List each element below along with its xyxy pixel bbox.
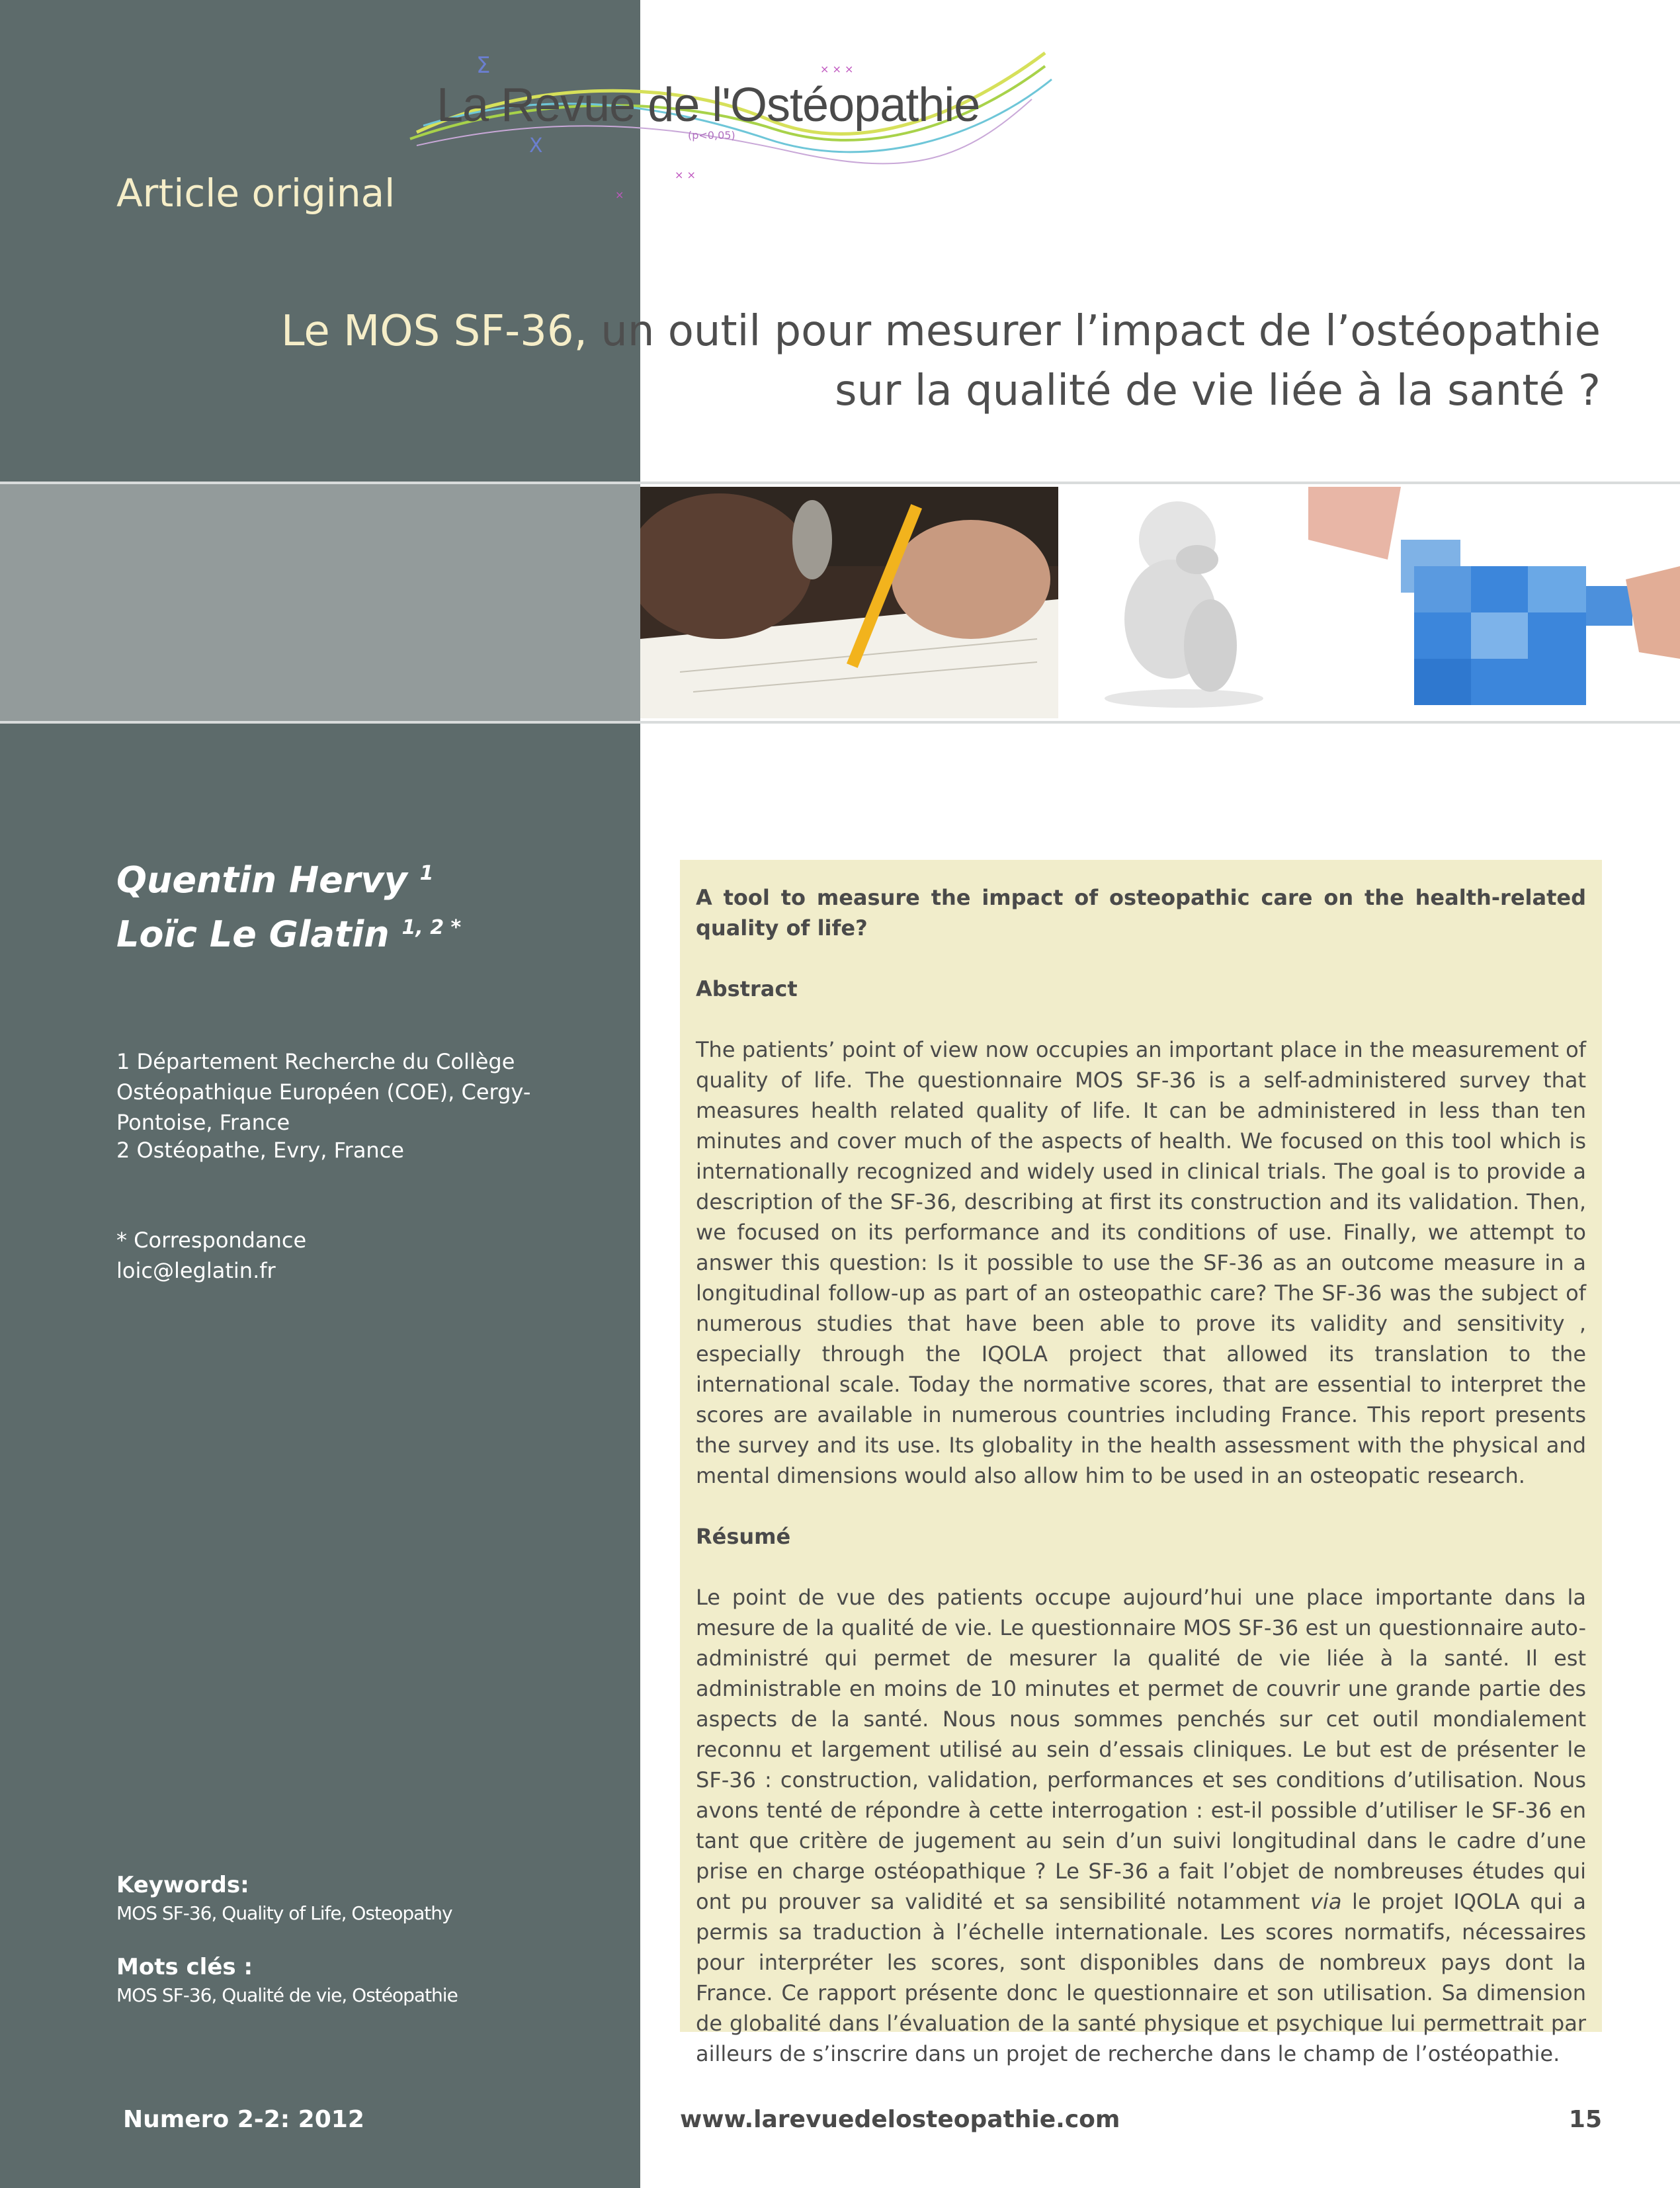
resume-via: via [1310,1889,1342,1914]
author-name: Quentin Hervy [116,859,407,901]
svg-text:(p<0,05): (p<0,05) [688,129,735,142]
author-affil-mark: 1 [419,862,434,885]
mots-cles-heading: Mots clés : [116,1954,253,1980]
image-band-gray [0,484,640,722]
keywords-text: MOS SF-36, Quality of Life, Osteopathy [116,1902,452,1924]
resume-text [696,1582,1586,2069]
title-line2: sur la qualité de vie liée à la santé ? [835,366,1601,415]
resume-text-part2: le projet IQOLA qui a permis sa traduction à l’échelle internationale. Les scores normatifs, nécessaires pour interpréter les scores, sont disponibles dans de nombreux pays dont la France. Ce rapport présente donc le questionnaire et son utilisation. Sa dimension de globalité dans l’évaluation de la santé physique et psychique lui permettrait par ailleurs de s’inscrire dans un projet de recherche dans le champ de l’ostéopathie. [696,1889,1587,2066]
photo-writing-form [640,487,1058,718]
article-type: Article original [116,171,396,216]
article-title [146,302,1601,421]
title-part2: un outil pour mesurer l’impact de l’ostéopathie [587,307,1601,356]
correspondence-email[interactable]: loic@leglatin.fr [116,1258,276,1283]
svg-text:×: × [615,189,624,198]
svg-text:× ×: × × [675,169,696,181]
affiliation-1: 1 Département Recherche du Collège Ostéopathique Européen (COE), Cergy-Pontoise, France [116,1049,531,1135]
abstract-heading: Abstract [696,976,798,1001]
author-2 [116,904,461,958]
band-divider-top [0,482,1680,484]
correspondence-label: * Correspondance [116,1228,307,1253]
title-part1: Le MOS SF-36, [280,307,587,356]
authors-block [116,850,461,958]
band-divider-bottom [0,721,1680,724]
photo-sad-figure [1058,487,1308,718]
page-number: 15 [1568,2106,1602,2133]
resume-heading: Résumé [696,1524,791,1549]
author-name: Loïc Le Glatin [116,913,390,955]
author-1 [116,850,461,904]
resume-text-part1: Le point de vue des patients occupe aujourd’hui une place importante dans la mesure de la qualité de vie. Le questionnaire MOS SF-36 est un questionnaire auto-administré qui permet de mesurer la qualité de vie liée à la santé. Il est administrable en moins de 10 minutes et permet de couvrir une grande partie des aspects de la santé. Nous nous sommes penchés sur cet outil mondialement reconnu et largement utilisé au sein d’essais cliniques. Le but est de présenter le SF-36 : construction, validation, performances et ses conditions d’utilisation. Nous avons tenté de répondre à cette interrogation : est-il possible d’utiliser le SF-36 en tant que critère de jugement au sein d’un suivi longitudinal dans le cadre d’une prise en charge ostéopathique ? Le SF-36 a fait l’objet de nombreuses études qui ont pu prouver sa validité et sa sensibilité notamment [696,1585,1586,1914]
journal-name: La Revue de l'Ostéopathie [437,79,980,132]
svg-text:Σ: Σ [476,52,491,79]
svg-text:X: X [529,134,543,157]
abstract-text: The patients’ point of view now occupies an important place in the measurement of quality of life. The questionnaire MOS SF-36 is a self-administered survey that measures health related quality of life. It can be administered in less than ten minutes and cover much of the aspects of health. We focused on this tool which is internationally recognized and widely used in clinical trials. The goal is to provide a description of the SF-36, describing at first its construction and its validation. Then, we focused on its performance and its conditions of use. Finally, we attempt to answer this question: Is it possible to use the SF-36 as an outcome measure in a longitudinal follow-up as part of an osteopathic care? The SF-36 was the subject of numerous studies that have been able to prove its validity and sensitivity , especially through the IQOLA project that allowed its translation to the international scale. Today the normative scores, that are essential to interpret the scores are available in numerous countries including France. This report presents the survey and its use. Its globality in the health assessment with the physical and mental dimensions would also allow him to be used in an osteopatic research. [696,1037,1586,1488]
english-title: A tool to measure the impact of osteopathic care on the health-related quality of life? [696,885,1586,941]
keywords-heading: Keywords: [116,1872,249,1898]
affiliation-2: 2 Ostéopathe, Evry, France [116,1138,404,1163]
mots-cles-text: MOS SF-36, Qualité de vie, Ostéopathie [116,1984,458,2006]
author-affil-mark: 1, 2 * [401,916,462,939]
photo-blue-cubes [1308,487,1680,718]
issue-number: Numero 2-2: 2012 [123,2106,364,2133]
abstract-box [680,860,1602,2066]
svg-text:× × ×: × × × [820,63,854,75]
journal-url[interactable]: www.larevuedelosteopathie.com [680,2106,1120,2133]
